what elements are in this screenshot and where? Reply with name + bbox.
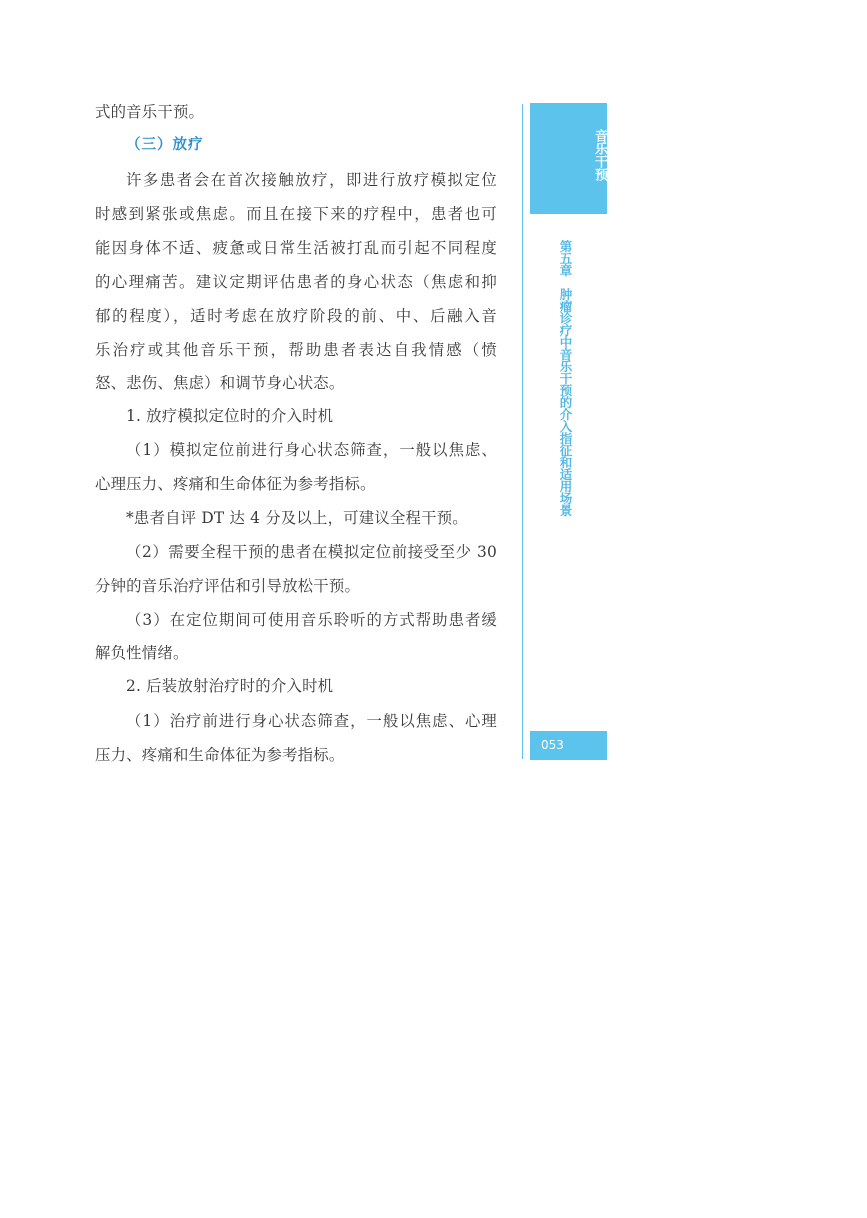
text-line: 能因身体不适、疲惫或日常生活被打乱而引起不同程度 — [95, 239, 497, 257]
margin-divider — [522, 104, 523, 759]
page-number: 053 — [530, 731, 607, 760]
text-line: 怒、悲伤、焦虑）和调节身心状态。 — [95, 374, 345, 392]
chapter-title: 第五章 肿瘤诊疗中音乐干预的介入指征和适用场景 — [558, 240, 573, 516]
text-line: 的心理痛苦。建议定期评估患者的身心状态（焦虑和抑 — [95, 273, 497, 291]
text-line: 压力、疼痛和生命体征为参考指标。 — [95, 746, 345, 764]
subsection-heading: 1. 放疗模拟定位时的介入时机 — [126, 407, 334, 425]
side-tab — [530, 103, 607, 214]
section-heading: （三）放疗 — [126, 137, 204, 153]
text-line: 郁的程度），适时考虑在放疗阶段的前、中、后融入音 — [95, 307, 497, 325]
text-line: （1）模拟定位前进行身心状态筛查，一般以焦虑、 — [126, 441, 497, 459]
text-line: 式的音乐干预。 — [95, 103, 205, 121]
chapter-title-block — [530, 240, 607, 580]
text-line: *患者自评 DT 达 4 分及以上，可建议全程干预。 — [126, 509, 468, 527]
text-line: 解负性情绪。 — [95, 644, 189, 662]
text-line: （3）在定位期间可使用音乐聆听的方式帮助患者缓 — [126, 611, 497, 629]
text-line: 分钟的音乐治疗评估和引导放松干预。 — [95, 577, 361, 595]
text-line: （1）治疗前进行身心状态筛查，一般以焦虑、心理 — [126, 712, 497, 730]
text-line: 心理压力、疼痛和生命体征为参考指标。 — [95, 475, 376, 493]
text-line: 许多患者会在首次接触放疗，即进行放疗模拟定位 — [126, 171, 497, 189]
text-line: 乐治疗或其他音乐干预，帮助患者表达自我情感（愤 — [95, 341, 497, 359]
side-tab-title: 音乐干预 — [592, 129, 607, 181]
subsection-heading: 2. 后装放射治疗时的介入时机 — [126, 677, 334, 695]
text-line: 时感到紧张或焦虑。而且在接下来的疗程中，患者也可 — [95, 205, 497, 223]
text-line: （2）需要全程干预的患者在模拟定位前接受至少 30 — [126, 543, 497, 561]
